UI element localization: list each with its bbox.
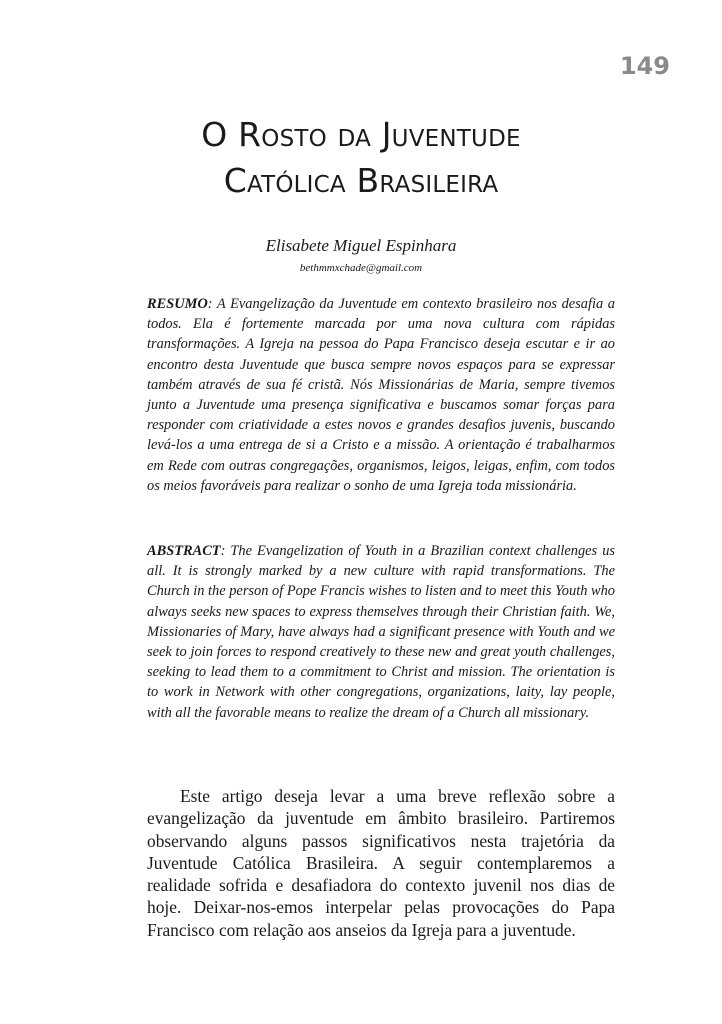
resumo-label: RESUMO	[147, 296, 208, 312]
article-title	[0, 112, 722, 204]
page-number: 149	[619, 52, 670, 80]
body-paragraph: Este artigo deseja levar a uma breve reflexão sobre a evangelização da juventude em âmbito brasileiro. Partiremos observando alguns passos significativos nesta trajetória da Juventude Católica Brasileira. A seguir contemplaremos a realidade sofrida e desafiadora do contexto juvenil nos dias de hoje. Deixar-nos-emos interpelar pelas provocações do Papa Francisco com relação aos anseios da Igreja para a juventude.	[147, 786, 615, 940]
resumo-section	[147, 294, 615, 496]
author-name: Elisabete Miguel Espinhara	[265, 236, 457, 255]
title-line-2: Católica Brasileira	[223, 161, 499, 200]
title-line-1: O Rosto da Juventude	[201, 115, 521, 154]
abstract-section	[147, 541, 615, 723]
resumo-text: : A Evangelização da Juventude em contexto brasileiro nos desafia a todos. Ela é fortemente marcada por uma nova cultura com rápidas transformações. A Igreja na pessoa do Papa Francisco deseja escutar e ir ao encontro desta Juventude que busca sempre novos espaços para se expressar também através de sua fé cristã. Nós Missionárias de Maria, sempre tivemos junto a Juventude uma presença significativa e buscamos somar forças para responder com criatividade a estes novos e grandes desafios juvenis, buscando levá-los a uma entrega de si a Cristo e a missão. A orientação é trabalharmos em Rede com outras congregações, organismos, leigos, leigas, enfim, com todos os meios favoráveis para realizar o sonho de uma Igreja toda missionária.	[147, 296, 615, 494]
abstract-text: : The Evangelization of Youth in a Brazilian context challenges us all. It is strongly marked by a new culture with rapid transformations. The Church in the person of Pope Francis wishes to listen and to meet this Youth who always seeks new spaces to express themselves through their Christian faith. We, Missionaries of Mary, have always had a significant presence with Youth and we seek to join forces to respond creatively to these new and great youth challenges, seeking to lead them to a commitment to Christ and mission. The orientation is to work in Network with other congregations, organizations, laity, lay people, with all the favorable means to realize the dream of a Church all missionary.	[147, 543, 615, 721]
author-email: bethmmxchade@gmail.com	[299, 262, 423, 274]
abstract-label: ABSTRACT	[147, 543, 221, 559]
